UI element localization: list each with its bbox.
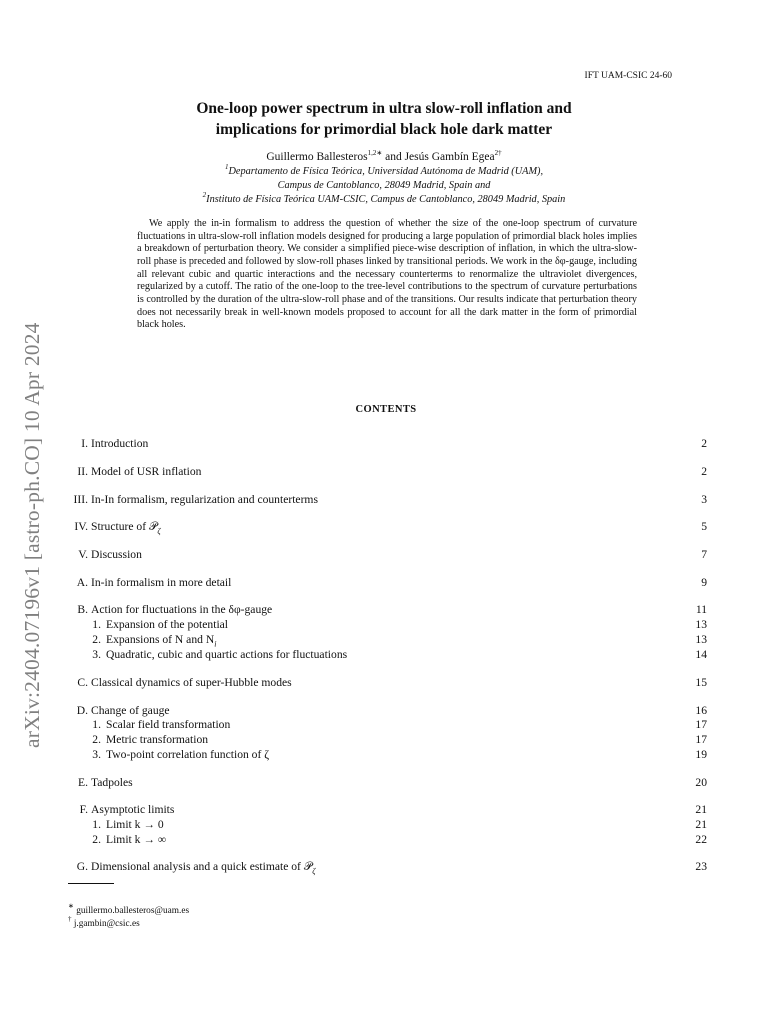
toc-entry-number: 2. — [92, 833, 101, 846]
title-line-2: implications for primordial black hole dark matter — [215, 121, 553, 138]
toc-entry-title — [91, 520, 161, 535]
toc-entry-title — [106, 733, 208, 746]
toc-entry-title — [106, 618, 228, 631]
footnote-email[interactable]: guillermo.ballesteros@uam.es — [76, 906, 190, 916]
toc-entry-page: 9 — [701, 576, 707, 589]
affiliation-1 — [0, 165, 768, 179]
footnote-rule — [68, 883, 114, 884]
toc-entry-number: A. — [76, 576, 88, 589]
toc-subsection-entry[interactable] — [0, 648, 768, 663]
toc-entry-title-text: Expansion of the potential — [106, 618, 229, 631]
toc-subsection-entry[interactable] — [0, 618, 768, 633]
toc-entry-title — [106, 718, 230, 731]
toc-entry-title-text: In-in formalism in more detail — [91, 576, 232, 589]
toc-entry-number: III. — [73, 493, 88, 506]
toc-entry-page: 17 — [695, 718, 707, 731]
footnote-mark: † — [68, 915, 72, 923]
toc-entry-number: D. — [76, 704, 88, 717]
toc-entry-title — [106, 748, 269, 761]
toc-entry-number: B. — [77, 603, 88, 616]
abstract — [137, 218, 637, 332]
toc-entry[interactable] — [0, 860, 768, 875]
arxiv-identifier-stamp: arXiv:2404.07196v1 [astro-ph.CO] 10 Apr 2024 — [20, 322, 44, 748]
toc-entry-page: 13 — [695, 633, 707, 646]
toc-entry-page: 11 — [695, 603, 707, 616]
toc-entry-title — [91, 493, 318, 506]
author-name: Guillermo Ballesteros — [266, 151, 368, 163]
toc-entry-title-text: Two-point correlation function of ζ — [106, 748, 270, 761]
toc-entry[interactable] — [0, 576, 768, 591]
toc-entry[interactable] — [0, 520, 768, 535]
toc-entry-page: 7 — [701, 548, 707, 561]
toc-entry-page: 2 — [701, 465, 707, 478]
affiliation-2 — [0, 193, 768, 207]
toc-entry-title — [91, 465, 201, 478]
toc-entry-page: 20 — [695, 776, 707, 789]
toc-entry-title-text: Discussion — [91, 548, 142, 561]
toc-entry-title — [91, 437, 148, 450]
toc-entry-number: II. — [77, 465, 88, 478]
affiliation-text: Instituto de Física Teórica UAM-CSIC, Campus de Cantoblanco, 28049 Madrid, Spain — [206, 194, 566, 205]
toc-entry-title — [91, 548, 142, 561]
toc-entry[interactable] — [0, 603, 768, 618]
toc-entry-title — [106, 833, 166, 846]
toc-entry-title-text: Tadpoles — [91, 776, 133, 789]
toc-entry-title — [91, 776, 133, 789]
affiliation-mark: 2 — [202, 191, 207, 199]
affiliation-1-continued — [0, 179, 768, 193]
toc-entry-number: F. — [79, 803, 88, 816]
toc-entry-number: 1. — [92, 618, 101, 631]
toc-subsection-entry[interactable] — [0, 718, 768, 733]
toc-entry-number: V. — [78, 548, 88, 561]
author-conjunction: and — [382, 151, 405, 163]
toc-entry-subscript: ζ — [312, 866, 316, 876]
toc-entry-page: 15 — [695, 676, 707, 689]
toc-entry[interactable] — [0, 704, 768, 719]
toc-entry-title-text: Change of gauge — [91, 704, 170, 717]
author-affiliation-marks: 2† — [494, 149, 502, 157]
toc-subsection-entry[interactable] — [0, 633, 768, 648]
toc-entry-title — [106, 633, 216, 648]
toc-entry-subscript: i — [214, 639, 217, 649]
toc-entry-number: G. — [76, 860, 88, 873]
report-number: IFT UAM-CSIC 24-60 — [584, 71, 672, 81]
toc-subsection-entry[interactable] — [0, 818, 768, 833]
toc-entry-title-text: Metric transformation — [106, 733, 209, 746]
toc-entry-title — [91, 676, 292, 689]
toc-entry-number: 2. — [92, 733, 101, 746]
toc-entry[interactable] — [0, 676, 768, 691]
toc-entry-page: 21 — [695, 803, 707, 816]
toc-entry-page: 22 — [695, 833, 707, 846]
toc-entry-title-text: Expansions of N and N — [106, 633, 215, 646]
toc-entry-title-text: In-In formalism, regularization and counterterms — [91, 493, 318, 506]
toc-subsection-entry[interactable] — [0, 733, 768, 748]
toc-subsection-entry[interactable] — [0, 748, 768, 763]
toc-subsection-entry[interactable] — [0, 833, 768, 848]
toc-entry-title-text: Limit k → ∞ — [106, 833, 167, 846]
toc-entry-number: 2. — [92, 633, 101, 646]
footnote-2 — [68, 915, 140, 929]
toc-entry[interactable] — [0, 776, 768, 791]
toc-entry-title-text: Structure of 𝒫 — [91, 520, 158, 533]
toc-entry-number: 1. — [92, 818, 101, 831]
toc-entry-page: 14 — [695, 648, 707, 661]
toc-entry-number: I. — [81, 437, 88, 450]
author-list — [0, 151, 768, 163]
toc-entry[interactable] — [0, 548, 768, 563]
toc-entry-title-text: Dimensional analysis and a quick estimate of 𝒫 — [91, 860, 313, 873]
author-name: Jesús Gambín Egea — [404, 151, 495, 163]
toc-entry-title-text: Classical dynamics of super-Hubble modes — [91, 676, 292, 689]
toc-entry-number: IV. — [74, 520, 88, 533]
abstract-text: We apply the in-in formalism to address the question of whether the size of the one-loop spectrum of curvature fluctuations in ultra-slow-roll inflation models designed for producing a large population of primordial black holes implies a breakdown of perturbation theory. We consider a simplified piece-wise description of inflation, in which the ultra-slow-roll phase is preceded and followed by slow-roll phases linked by transitional periods. We work in the δφ-gauge, including all relevant cubic and quartic interactions and the necessary counterterms to renormalize the ultraviolet divergences, regularized by a cutoff. The ratio of the one-loop to the tree-level contributions to the spectrum of curvature perturbations is controlled by the duration of the ultra-slow-roll phase and of the transitions. Our results indicate that perturbation theory does not necessarily break in well-known models proposed to account for all the dark matter in the form of primordial black holes. — [137, 218, 637, 331]
toc-entry-number: 3. — [92, 648, 101, 661]
toc-entry-title-text: Action for fluctuations in the δφ-gauge — [91, 603, 273, 616]
toc-entry-page: 3 — [701, 493, 707, 506]
footnote-email[interactable]: j.gambin@csic.es — [73, 919, 140, 929]
toc-entry-title-text: Quadratic, cubic and quartic actions for fluctuations — [106, 648, 348, 661]
toc-entry-page: 23 — [695, 860, 707, 873]
toc-entry-page: 21 — [695, 818, 707, 831]
toc-entry-title-text: Scalar field transformation — [106, 718, 231, 731]
toc-entry-page: 16 — [695, 704, 707, 717]
affiliation-text: Campus de Cantoblanco, 28049 Madrid, Spain and — [277, 180, 491, 191]
toc-entry[interactable] — [0, 437, 768, 452]
author-affiliation-marks: 1,2∗ — [367, 149, 383, 157]
toc-entry-title-text: Asymptotic limits — [91, 803, 175, 816]
toc-entry-title — [106, 818, 164, 831]
toc-entry-number: E. — [78, 776, 88, 789]
toc-entry-page: 2 — [701, 437, 707, 450]
footnote-1 — [68, 902, 190, 916]
toc-entry[interactable] — [0, 493, 768, 508]
affiliation-mark: 1 — [224, 163, 229, 171]
toc-entry-subscript: ζ — [157, 526, 161, 536]
contents-heading: CONTENTS — [355, 404, 417, 415]
toc-entry-title — [106, 648, 347, 661]
toc-entry-title-text: Introduction — [91, 437, 149, 450]
toc-entry-page: 5 — [701, 520, 707, 533]
toc-entry[interactable] — [0, 803, 768, 818]
toc-entry[interactable] — [0, 465, 768, 480]
toc-entry-title — [91, 860, 315, 875]
paper-title — [0, 98, 768, 140]
toc-entry-number: 1. — [92, 718, 101, 731]
toc-entry-page: 17 — [695, 733, 707, 746]
toc-entry-number: 3. — [92, 748, 101, 761]
affiliation-text: Departamento de Física Teórica, Universidad Autónoma de Madrid (UAM), — [228, 166, 544, 177]
toc-entry-number: C. — [77, 676, 88, 689]
footnote-mark: ∗ — [68, 902, 74, 910]
toc-entry-title — [91, 704, 170, 717]
toc-entry-title — [91, 576, 231, 589]
toc-entry-title — [91, 603, 272, 616]
toc-entry-page: 19 — [695, 748, 707, 761]
toc-entry-page: 13 — [695, 618, 707, 631]
toc-entry-title — [91, 803, 174, 816]
title-line-1: One-loop power spectrum in ultra slow-roll inflation and — [196, 100, 572, 117]
toc-entry-title-text: Model of USR inflation — [91, 465, 202, 478]
toc-entry-title-text: Limit k → 0 — [106, 818, 164, 831]
